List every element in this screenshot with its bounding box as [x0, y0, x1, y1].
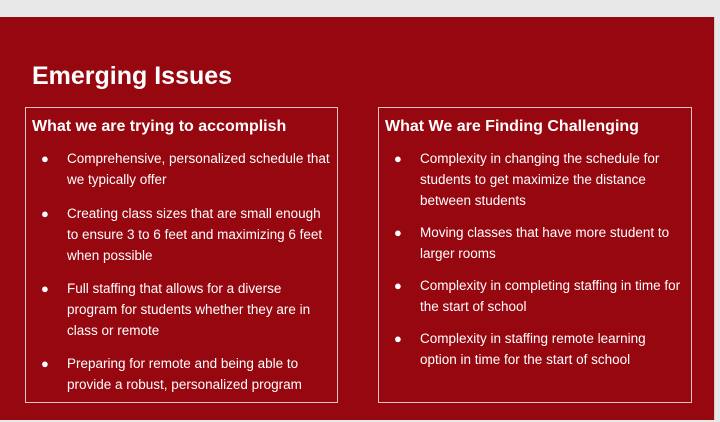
challenges-heading: What We are Finding Challenging	[385, 118, 639, 135]
list-item	[379, 148, 691, 211]
list-item	[26, 148, 337, 190]
bullet-icon: ●	[41, 356, 49, 371]
list-item	[26, 353, 337, 395]
slide	[0, 17, 715, 420]
challenges-list	[379, 148, 691, 380]
bullet-text: Complexity in completing staffing in time for the start of school	[420, 278, 681, 314]
bullet-icon: ●	[394, 151, 402, 166]
bullet-icon: ●	[41, 151, 49, 166]
bullet-icon: ●	[41, 206, 49, 221]
bullet-icon: ●	[394, 225, 402, 240]
bullet-text: Complexity in changing the schedule for students to get maximize the distance between students	[420, 151, 660, 208]
slide-title: Emerging Issues	[32, 62, 233, 90]
bullet-text: Full staffing that allows for a diverse program for students whether they are in class or remote	[67, 281, 311, 338]
bullet-text: Creating class sizes that are small enough to ensure 3 to 6 feet and maximizing 6 feet when possible	[67, 206, 323, 263]
list-item	[379, 222, 691, 264]
accomplish-list	[26, 148, 337, 405]
bullet-text: Moving classes that have more student to larger rooms	[420, 225, 670, 261]
list-item	[26, 278, 337, 341]
list-item	[379, 328, 691, 370]
bullet-text: Complexity in staffing remote learning option in time for the start of school	[420, 331, 646, 367]
bullet-icon: ●	[394, 278, 402, 293]
bullet-text: Preparing for remote and being able to provide a robust, personalized program	[67, 356, 302, 392]
accomplish-heading: What we are trying to accomplish	[32, 118, 287, 135]
challenges-panel	[378, 107, 692, 403]
bullet-icon: ●	[394, 331, 402, 346]
list-item	[379, 275, 691, 317]
bullet-text: Comprehensive, personalized schedule that we typically offer	[67, 151, 330, 187]
accomplish-panel	[25, 107, 338, 403]
bullet-icon: ●	[41, 281, 49, 296]
list-item	[26, 203, 337, 266]
